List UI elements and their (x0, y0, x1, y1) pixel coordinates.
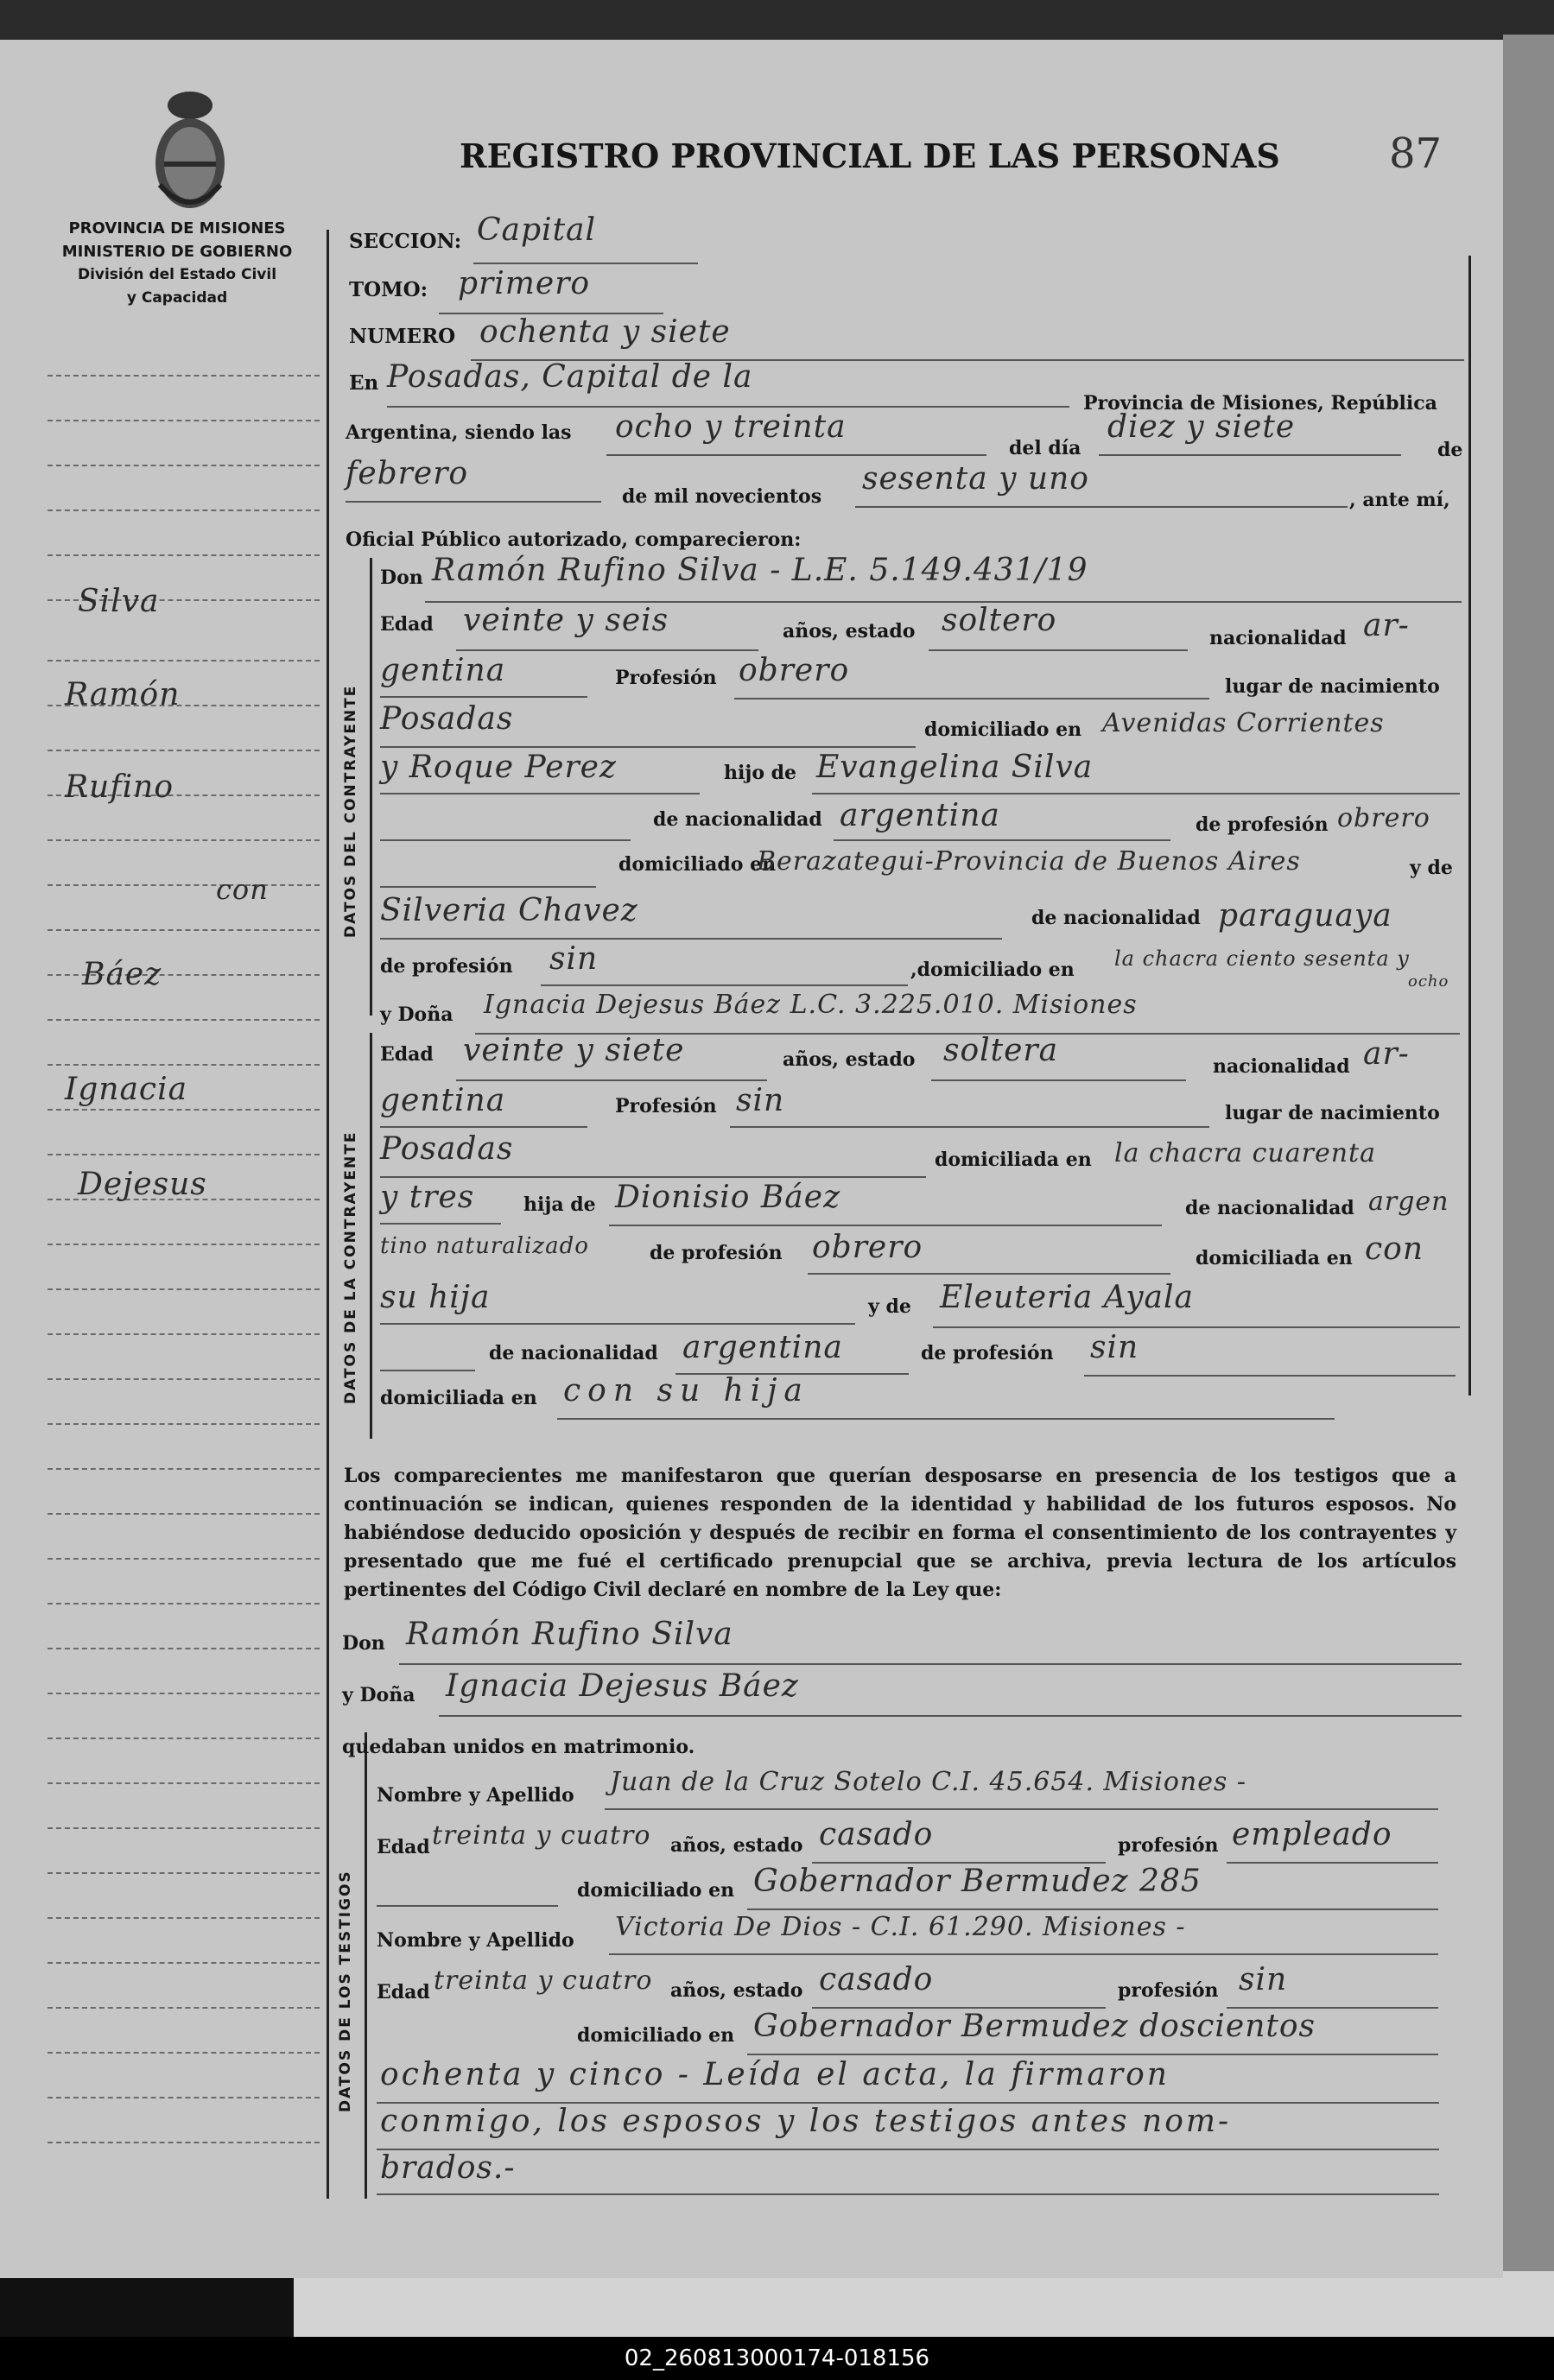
testigos-bracket (365, 1732, 367, 2199)
page-number: 87 (1389, 130, 1443, 178)
sidebar-line (48, 554, 320, 556)
register-page (0, 40, 1503, 2278)
fill-line (380, 746, 916, 748)
w1-name: Juan de la Cruz Sotelo C.I. 45.654. Misiones - (610, 1767, 1247, 1797)
groom-profesion: obrero (739, 653, 850, 688)
anos-estado-label: años, estado (783, 620, 916, 642)
numero-label: NUMERO (349, 325, 456, 348)
w2-domicilio: Gobernador Bermudez doscientos (753, 2009, 1316, 2044)
numero-value: ochenta y siete (479, 314, 731, 350)
org-ministry: MINISTERIO DE GOBIERNO (61, 243, 293, 261)
del-dia-label: del día (1009, 437, 1081, 459)
groom-nac-a: ar- (1363, 608, 1410, 643)
sidebar-line (48, 2097, 320, 2098)
fill-line (387, 406, 1069, 408)
sidebar-line (48, 1782, 320, 1784)
w2-profesion-label: profesión (1118, 1979, 1219, 2002)
fill-line (808, 1273, 1170, 1275)
tomo-label: TOMO: (349, 278, 428, 301)
fill-line (609, 1953, 1438, 1955)
sidebar-line (48, 420, 320, 421)
scanner-top-band (0, 0, 1554, 43)
fill-line (377, 2193, 1439, 2195)
book-edge (1503, 35, 1554, 2280)
fill-line (605, 1808, 1438, 1810)
fill-line (834, 839, 1170, 841)
fill-line (730, 1126, 1209, 1128)
fill-line (380, 793, 700, 794)
f-padre-dom-label: domiciliada en (1196, 1247, 1353, 1269)
sidebar-line (48, 1423, 320, 1425)
sidebar-line (48, 750, 320, 751)
de-mil-label: de mil novecientos (622, 485, 822, 508)
sidebar-line (48, 1872, 320, 1874)
sidebar-line (48, 929, 320, 931)
day-value: diez y siete (1107, 409, 1296, 445)
sidebar-line (48, 465, 320, 466)
fill-line (541, 984, 908, 986)
sidebar-name: Silva (78, 584, 160, 619)
f-domiciliada-label: domiciliada en (935, 1149, 1092, 1171)
coat-of-arms-icon (143, 81, 238, 211)
f-nacionalidad-label: nacionalidad (1213, 1055, 1350, 1078)
w2-profesion: sin (1239, 1962, 1288, 1997)
bride-padre-nac-a: argen (1368, 1187, 1449, 1217)
image-id-caption: 02_260813000174-018156 (0, 2337, 1554, 2380)
sidebar-line (48, 1962, 320, 1964)
bride-nac-b: gentina (380, 1083, 506, 1118)
fill-line (380, 1176, 926, 1178)
bride-madre: Eleuteria Ayala (940, 1280, 1194, 1315)
page-title: REGISTRO PROVINCIAL DE LAS PERSONAS (460, 136, 1280, 175)
fill-line (399, 1663, 1462, 1665)
madre-dom-label: ,domiciliado en (910, 959, 1075, 981)
hija-label: hija de (523, 1193, 596, 1216)
fill-line (380, 1126, 587, 1128)
provincia-text: Provincia de Misiones, República (1083, 392, 1437, 415)
f-madre-prof-label: de profesión (921, 1342, 1054, 1364)
sidebar-line (48, 510, 320, 511)
sidebar-line (48, 1378, 320, 1380)
fill-line (439, 1715, 1462, 1717)
w1-domicilio: Gobernador Bermudez 285 (753, 1864, 1202, 1899)
sidebar-line (48, 1917, 320, 1919)
decl-dona-label: y Doña (342, 1684, 415, 1706)
sidebar-line (48, 1513, 320, 1515)
fill-line (456, 649, 758, 651)
groom-madre-dom: la chacra ciento sesenta y (1114, 946, 1410, 971)
ante-mi-label: , ante mí, (1349, 489, 1450, 511)
bride-padre-nac-b: tino naturalizado (380, 1233, 589, 1259)
f-lugar-label: lugar de nacimiento (1225, 1102, 1440, 1124)
bride-madre-dom: con su hija (563, 1373, 809, 1408)
right-border (1468, 256, 1471, 1396)
madre-nac-label: de nacionalidad (1031, 907, 1201, 929)
quedaban-text: quedaban unidos en matrimonio. (342, 1736, 695, 1758)
fill-line (473, 263, 698, 264)
bride-madre-prof: sin (1090, 1330, 1139, 1365)
f-edad-label: Edad (380, 1043, 434, 1066)
fill-line (380, 1223, 501, 1225)
hour-value: ocho y treinta (615, 409, 847, 445)
sidebar-line (48, 1154, 320, 1155)
fill-line (1227, 1862, 1438, 1864)
org-block (35, 217, 320, 310)
en-label: En (349, 371, 379, 395)
w1-edad-label: Edad (377, 1836, 430, 1858)
seccion-label: SECCION: (349, 230, 462, 253)
sidebar-name: con (216, 873, 269, 906)
closing-line: ochenta y cinco - Leída el acta, la firmaron (380, 2057, 1170, 2092)
w1-nombre-label: Nombre y Apellido (377, 1784, 574, 1807)
lower-page-edge (294, 2271, 1554, 2337)
groom-padre: Evangelina Silva (816, 750, 1094, 785)
sidebar-line (48, 1603, 320, 1605)
de-profesion-label: de profesión (1196, 813, 1329, 836)
nacionalidad-label: nacionalidad (1209, 627, 1347, 649)
decl-don-label: Don (342, 1632, 385, 1655)
w2-nombre-label: Nombre y Apellido (377, 1929, 574, 1952)
fill-line (734, 698, 1209, 699)
sidebar-line (48, 839, 320, 841)
groom-nac-b: gentina (380, 653, 506, 688)
w1-profesion-label: profesión (1118, 1834, 1219, 1857)
fill-line (377, 1905, 558, 1907)
w1-anos-estado: años, estado (670, 1834, 803, 1857)
fill-line (380, 886, 596, 888)
bride-madre-nac: argentina (682, 1330, 843, 1365)
profesion-label: Profesión (615, 667, 717, 689)
groom-madre-dom-b: ocho (1408, 972, 1449, 991)
f-de-profesion-label: de profesión (650, 1242, 783, 1264)
fill-line (606, 454, 986, 456)
lugar-label: lugar de nacimiento (1225, 675, 1440, 698)
groom-padre-prof: obrero (1337, 803, 1430, 833)
madre-prof-label: de profesión (380, 955, 513, 978)
groom-domicilio-b: y Roque Perez (380, 750, 617, 785)
bride-domicilio-b: y tres (380, 1180, 475, 1215)
sidebar-line (48, 1019, 320, 1021)
f-anos-estado-label: años, estado (783, 1048, 916, 1071)
org-division: División del Estado Civil (77, 266, 277, 283)
declaration-paragraph: Los comparecientes me manifestaron que querían desposarse en presencia de los testigos que a continuación se indican, quienes responden de la identidad y habilidad de los futuros esposos. No habiéndose deducido oposición y después de recibir en forma el consentimiento de los contrayentes y presentado que me fué el certificado prenupcial que se archiva, previa lectura de los artículos pertinentes del Código Civil declaré en nombre de la Ley que: (344, 1465, 1456, 1601)
y-de-label: y de (1410, 857, 1453, 879)
sidebar-name: Rufino (65, 769, 174, 805)
decl-bride: Ignacia Dejesus Báez (446, 1668, 799, 1704)
sidebar-line (48, 1244, 320, 1245)
oficial-text: Oficial Público autorizado, comparecieron: (346, 529, 802, 551)
bride-lugar: Posadas (380, 1131, 514, 1167)
org-province: PROVINCIA DE MISIONES (68, 219, 286, 237)
groom-estado: soltero (942, 603, 1057, 638)
groom-domicilio-a: Avenidas Corrientes (1102, 708, 1385, 738)
fill-line (933, 1326, 1460, 1328)
fill-line (929, 649, 1188, 651)
bride-padre-dom-a: con (1365, 1231, 1424, 1267)
fill-line (380, 696, 587, 698)
sidebar-line (48, 1738, 320, 1739)
closing-line: brados.- (380, 2150, 516, 2186)
don-label: Don (380, 567, 423, 589)
tomo-value: primero (458, 266, 591, 301)
groom-padre-dom: Berazategui-Provincia de Buenos Aires (757, 846, 1301, 877)
sidebar-line (48, 1558, 320, 1560)
w2-estado: casado (819, 1962, 934, 1997)
fill-line (377, 2149, 1439, 2150)
de-nacionalidad-label: de nacionalidad (653, 808, 822, 831)
w1-profesion: empleado (1232, 1817, 1392, 1852)
fill-line (812, 793, 1460, 794)
bride-padre: Dionisio Báez (615, 1180, 841, 1215)
fill-line (557, 1418, 1335, 1420)
groom-age: veinte y seis (463, 603, 669, 638)
padre-dom-label: domiciliado en (618, 853, 777, 876)
domiciliado-label: domiciliado en (924, 718, 1082, 741)
sidebar-line (48, 1109, 320, 1111)
decl-groom: Ramón Rufino Silva (406, 1617, 733, 1652)
bride-domicilio-a: la chacra cuarenta (1114, 1138, 1376, 1168)
fill-line (346, 501, 601, 503)
bride-name: Ignacia Dejesus Báez L.C. 3.225.010. Misiones (484, 990, 1138, 1020)
contrayente-f-section-label: DATOS DE LA CONTRAYENTE (342, 1130, 359, 1404)
w2-age: treinta y cuatro (434, 1965, 653, 1996)
fill-line (609, 1225, 1162, 1226)
main-divider (327, 230, 329, 2199)
contrayente-section-label: DATOS DEL CONTRAYENTE (342, 684, 359, 938)
place-value: Posadas, Capital de la (387, 359, 753, 395)
f-madre-dom-label: domiciliada en (380, 1387, 537, 1409)
f-madre-nac-label: de nacionalidad (489, 1342, 658, 1364)
fill-line (747, 2054, 1438, 2055)
fill-line (931, 1079, 1186, 1081)
groom-name: Ramón Rufino Silva - L.E. 5.149.431/19 (432, 553, 1088, 588)
sidebar-line (48, 1288, 320, 1290)
groom-madre-prof: sin (549, 941, 599, 977)
sidebar-line (48, 2142, 320, 2143)
fill-line (855, 506, 1348, 508)
groom-padre-nac: argentina (840, 798, 1000, 833)
w2-edad-label: Edad (377, 1981, 430, 2003)
sidebar-line (48, 1064, 320, 1066)
sidebar-line (48, 1693, 320, 1694)
bride-profesion: sin (736, 1083, 785, 1118)
sidebar-name: Báez (82, 957, 162, 992)
bride-nac-a: ar- (1363, 1036, 1410, 1072)
sidebar-line (48, 375, 320, 377)
w1-estado: casado (819, 1817, 934, 1852)
sidebar-line (48, 2007, 320, 2009)
fill-line (380, 1370, 475, 1371)
bride-age: veinte y siete (463, 1033, 685, 1068)
testigos-section-label: DATOS DE LOS TESTIGOS (337, 1870, 354, 2112)
seccion-value: Capital (477, 212, 597, 248)
f-profesion-label: Profesión (615, 1095, 717, 1117)
sidebar-name: Dejesus (78, 1167, 207, 1202)
hijo-label: hijo de (724, 762, 797, 784)
w2-anos-estado: años, estado (670, 1979, 803, 2002)
sidebar-line (48, 1827, 320, 1829)
sidebar-line (48, 1333, 320, 1335)
edad-label: Edad (380, 613, 434, 636)
w1-age: treinta y cuatro (432, 1820, 651, 1851)
org-capacidad: y Capacidad (126, 289, 228, 307)
bride-padre-prof: obrero (812, 1230, 923, 1265)
contrayente-f-bracket (370, 1033, 372, 1439)
w2-name: Victoria De Dios - C.I. 61.290. Misiones - (615, 1912, 1186, 1942)
f-y-de-label: y de (868, 1295, 911, 1318)
closing-line: conmigo, los esposos y los testigos antes nom- (380, 2104, 1232, 2139)
de-label: de (1437, 439, 1463, 461)
bride-estado: soltera (943, 1033, 1059, 1068)
groom-lugar: Posadas (380, 701, 514, 737)
fill-line (1084, 1375, 1456, 1377)
sidebar-line (48, 1648, 320, 1649)
sidebar-line (48, 660, 320, 661)
w1-domiciliado-label: domiciliado en (577, 1879, 735, 1902)
sidebar-name: Ramón (65, 677, 181, 712)
sidebar-line (48, 884, 320, 886)
fill-line (1099, 454, 1401, 456)
groom-madre: Silveria Chavez (380, 893, 638, 928)
fill-line (380, 839, 631, 841)
dona-label: y Doña (380, 1003, 454, 1026)
fill-line (456, 1079, 767, 1081)
argentina-label: Argentina, siendo las (346, 421, 572, 444)
groom-madre-nac: paraguaya (1218, 898, 1392, 934)
f-de-nacionalidad-label: de nacionalidad (1185, 1197, 1354, 1219)
year-value: sesenta y uno (862, 461, 1089, 497)
sidebar-line (48, 2052, 320, 2054)
fill-line (747, 1908, 1438, 1910)
fill-line (380, 938, 1002, 940)
bride-padre-dom-b: su hija (380, 1280, 491, 1315)
month-value: febrero (346, 456, 469, 491)
sidebar-line (48, 1468, 320, 1470)
contrayente-bracket (370, 558, 372, 1016)
sidebar-name: Ignacia (65, 1072, 188, 1107)
fill-line (380, 1323, 855, 1325)
w2-domiciliado-label: domiciliado en (577, 2024, 735, 2047)
